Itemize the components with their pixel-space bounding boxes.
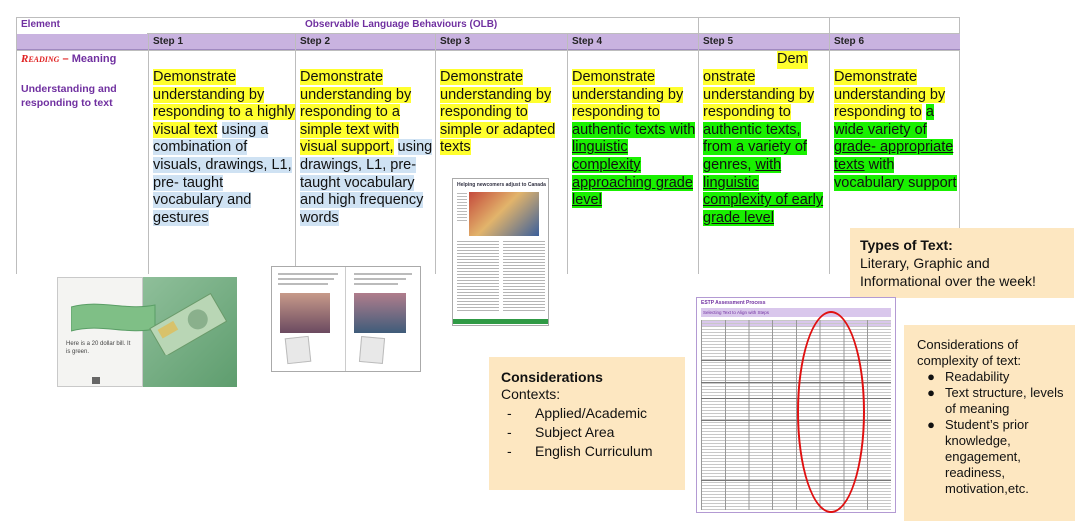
complexity-box <box>904 325 1075 521</box>
col-line <box>829 17 830 274</box>
rubric-title: ESTP Assessment Process <box>701 300 766 306</box>
step3-text: Demonstrate understanding by responding to simple or adapted texts <box>440 69 556 156</box>
step-header-5: Step 5 <box>699 34 829 50</box>
considerations-title: Considerations <box>501 369 603 385</box>
simple-text-thumbnail <box>271 266 421 372</box>
row-label: Reading – Meaning <box>21 53 117 65</box>
step5-text: onstrate understanding by responding to authentic texts, from a variety of genres, with linguistic complexity of early grade level <box>703 69 824 226</box>
considerations-item: - English Curriculum <box>507 443 653 459</box>
considerations-item: - Subject Area <box>507 424 615 440</box>
col-line <box>567 34 568 274</box>
magazine-title: Helping newcomers adjust to Canada <box>457 182 546 188</box>
row-sublabel: Understanding and responding to text <box>21 83 117 109</box>
magazine-footer-bar <box>453 319 548 324</box>
col-line <box>435 34 436 274</box>
book-caption: Here is a 20 dollar bill. It is green. <box>66 341 131 355</box>
rubric-subtitle: Selecting Text to Align with Steps <box>701 308 891 317</box>
step2-text: Demonstrate understanding by responding to a simple text with visual support, using drawings, L1, pre- taught vocabulary and high frequency words <box>300 69 433 226</box>
highlight-oval <box>797 311 865 513</box>
considerations-sub: Contexts: <box>501 386 561 402</box>
magazine-thumbnail <box>452 178 549 326</box>
meaning-label: Meaning <box>71 53 117 65</box>
complexity-item: ● Readability <box>927 369 1010 384</box>
step-header-3: Step 3 <box>436 34 567 50</box>
types-of-text-box <box>850 228 1074 298</box>
photo-image <box>280 293 330 333</box>
col-line <box>698 17 699 274</box>
complexity-item: ● Student’s prior knowledge, engagement, readiness, motivation,etc. <box>927 417 1029 496</box>
step6-text: Demonstrate understanding by responding to a wide variety of grade- appropriate texts with vocabulary support <box>834 69 957 191</box>
step-header-6: Step 6 <box>830 34 960 50</box>
simple-right-page <box>348 267 420 371</box>
page-icon <box>92 377 100 384</box>
step-header-blank <box>17 34 148 50</box>
complexity-item: ● Text structure, levels of meaning <box>927 385 1064 416</box>
step5-corner-text: Dem <box>777 51 808 67</box>
step1-text: Demonstrate understanding by responding to a highly visual text using a combination of visuals, drawings, L1, pre- taught vocabulary and gestures <box>153 69 295 226</box>
considerations-item: - Applied/Academic <box>507 405 648 421</box>
header-element: Element <box>17 18 147 34</box>
header-olb: Observable Language Behaviours (OLB) <box>305 19 498 30</box>
step-header-1: Step 1 <box>149 34 295 50</box>
step4-text: Demonstrate understanding by responding to authentic texts with linguistic complexity approaching grade level <box>572 69 696 209</box>
simple-left-page <box>272 267 346 371</box>
col-line <box>16 17 17 274</box>
col-line <box>295 34 296 274</box>
types-of-text-body: Literary, Graphic and Informational over the week! <box>860 255 1036 289</box>
types-of-text-title: Types of Text: <box>860 237 953 253</box>
col-line <box>148 34 149 274</box>
rubric-thumbnail <box>696 297 896 513</box>
reading-label: Reading <box>21 53 60 65</box>
dollar-bill-image <box>71 285 231 355</box>
picture-book-thumbnail <box>57 277 237 387</box>
step-header-4: Step 4 <box>568 34 698 50</box>
magazine-photo <box>469 192 539 236</box>
table-step-divider <box>16 50 960 51</box>
considerations-box <box>489 357 685 490</box>
step-header-2: Step 2 <box>296 34 435 50</box>
complexity-intro: Considerations of complexity of text: <box>917 337 1022 368</box>
photo-image <box>354 293 406 333</box>
